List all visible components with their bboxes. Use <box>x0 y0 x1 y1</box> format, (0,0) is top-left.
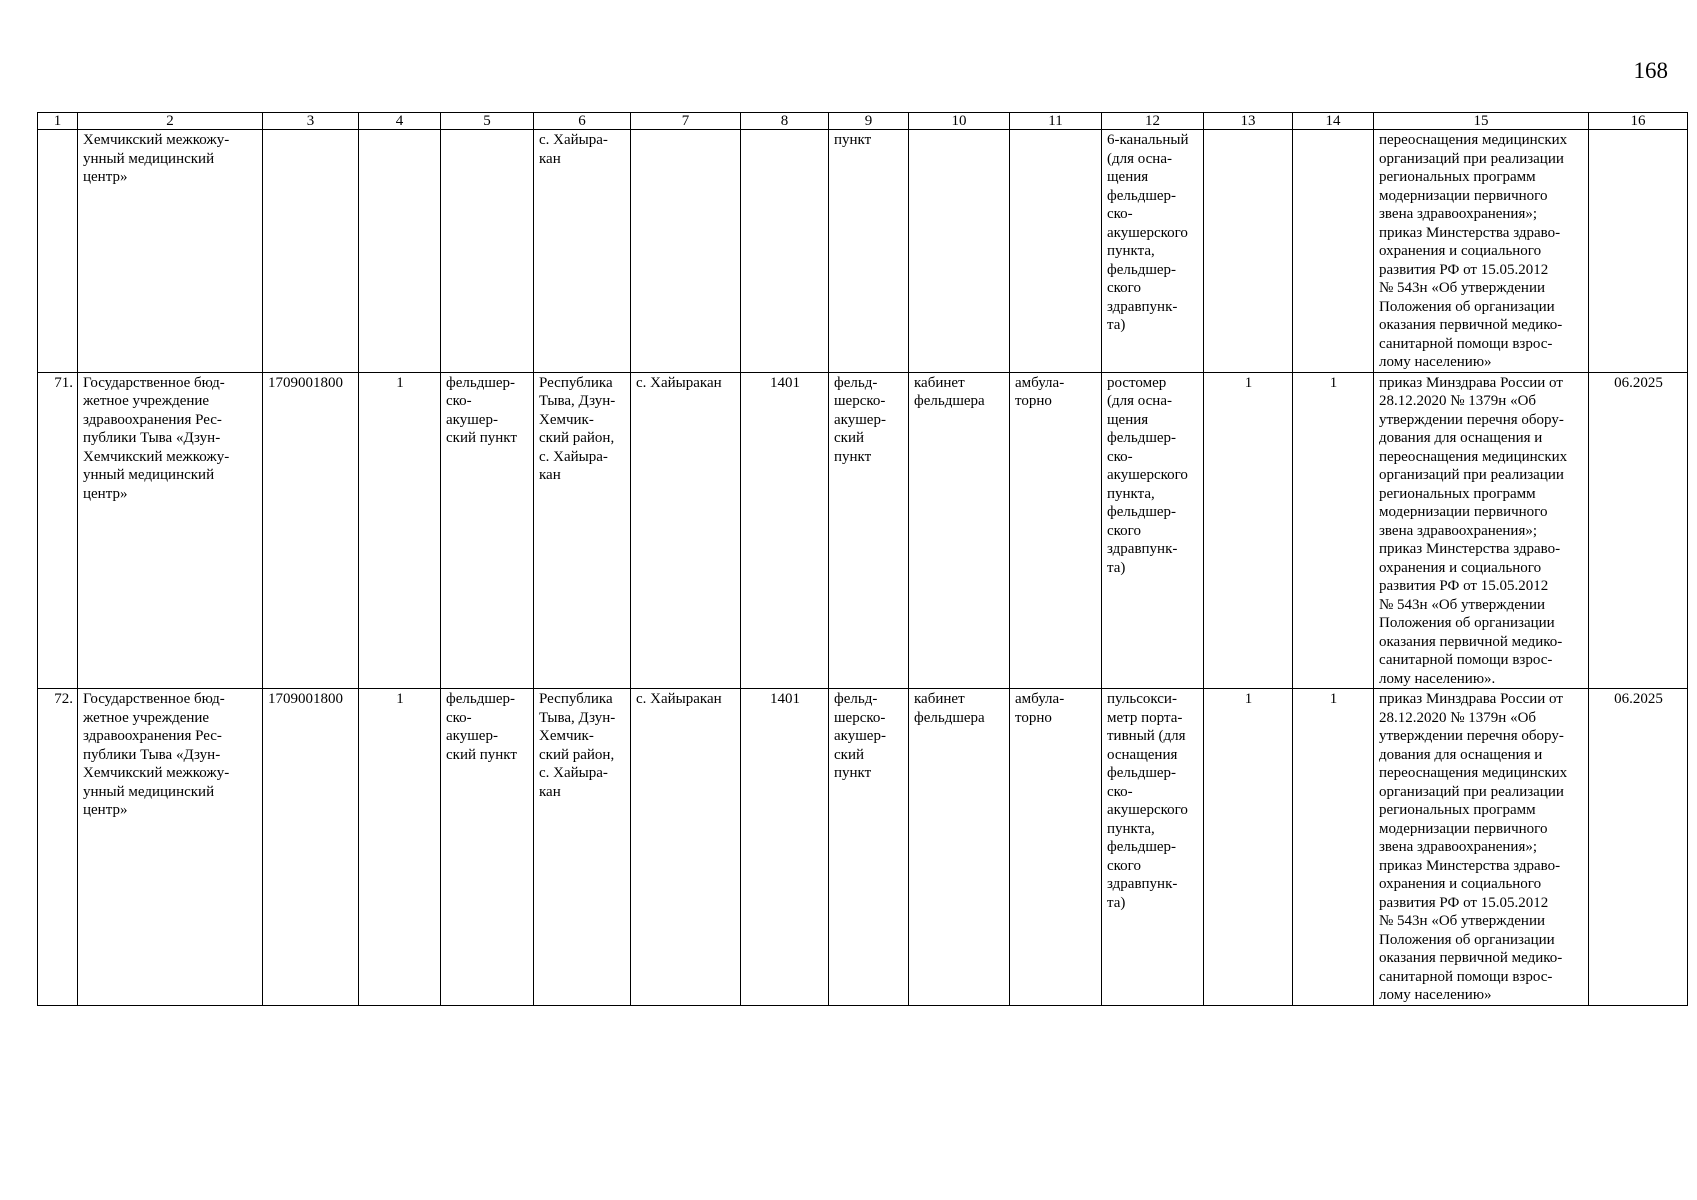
room-cell: кабинет фельдшера <box>909 689 1010 1006</box>
equipment-cell: 6-канальный (для осна- щения фельдшер- ско- акушерского пункта, фельдшер- ского здравпунк- та) <box>1102 130 1204 373</box>
room-cell <box>909 130 1010 373</box>
column-number: 4 <box>359 113 441 130</box>
column-number: 2 <box>78 113 263 130</box>
column-number: 3 <box>263 113 359 130</box>
address-cell: Республика Тыва, Дзун- Хемчик- ский район, с. Хайыра- кан <box>534 372 631 689</box>
count-cell <box>359 130 441 373</box>
care-form-cell: амбула- торно <box>1010 372 1102 689</box>
care-form-cell <box>1010 130 1102 373</box>
address-cell: Республика Тыва, Дзун- Хемчик- ский район, с. Хайыра- кан <box>534 689 631 1006</box>
count-cell: 1 <box>359 689 441 1006</box>
unit-type-cell: фельдшер- ско- акушер- ский пункт <box>441 372 534 689</box>
column-number: 9 <box>829 113 909 130</box>
subdivision-cell: фельд- шерско- акушер- ский пункт <box>829 689 909 1006</box>
column-number: 16 <box>1589 113 1688 130</box>
unit-type-cell <box>441 130 534 373</box>
column-number: 6 <box>534 113 631 130</box>
date-cell: 06.2025 <box>1589 689 1688 1006</box>
equipment-table <box>37 112 1688 1006</box>
column-number: 14 <box>1293 113 1374 130</box>
row-number-cell: 72. <box>38 689 78 1006</box>
column-number: 8 <box>741 113 829 130</box>
care-form-cell: амбула- торно <box>1010 689 1102 1006</box>
column-number: 10 <box>909 113 1010 130</box>
code-1401-cell: 1401 <box>741 689 829 1006</box>
count-cell: 1 <box>359 372 441 689</box>
code-cell: 1709001800 <box>263 372 359 689</box>
column-number: 13 <box>1204 113 1293 130</box>
column-number: 7 <box>631 113 741 130</box>
quantity-cell: 1 <box>1293 689 1374 1006</box>
settlement-cell: с. Хайыракан <box>631 689 741 1006</box>
row-number-cell: 71. <box>38 372 78 689</box>
legal-basis-cell: приказ Минздрава России от 28.12.2020 № 1379н «Об утверждении перечня обору- дования для оснащения и переоснащения медицинских организаций при реализации региональных программ модернизации первичного звена здравоохранения»; приказ Минстерства здраво- охранения и социального развития РФ от 15.05.2012 № 543н «Об утверждении Положения об организации оказания первичной медико- санитарной помощи взрос- лому населению». <box>1374 372 1589 689</box>
table-row <box>38 372 1688 689</box>
code-1401-cell: 1401 <box>741 372 829 689</box>
quantity-cell: 1 <box>1293 372 1374 689</box>
page-number: 168 <box>1633 58 1668 83</box>
room-cell: кабинет фельдшера <box>909 372 1010 689</box>
address-cell: с. Хайыра- кан <box>534 130 631 373</box>
column-number: 5 <box>441 113 534 130</box>
organization-cell: Государственное бюд- жетное учреждение здравоохранения Рес- публики Тыва «Дзун- Хемчикский межкожу- унный медицинский центр» <box>78 689 263 1006</box>
code-cell <box>263 130 359 373</box>
quantity-cell <box>1293 130 1374 373</box>
column-number: 1 <box>38 113 78 130</box>
subdivision-cell: пункт <box>829 130 909 373</box>
date-cell <box>1589 130 1688 373</box>
code-cell: 1709001800 <box>263 689 359 1006</box>
settlement-cell <box>631 130 741 373</box>
settlement-cell: с. Хайыракан <box>631 372 741 689</box>
quantity-cell: 1 <box>1204 372 1293 689</box>
table-row <box>38 689 1688 1006</box>
table-row <box>38 130 1688 373</box>
row-number-cell <box>38 130 78 373</box>
date-cell: 06.2025 <box>1589 372 1688 689</box>
code-1401-cell <box>741 130 829 373</box>
unit-type-cell: фельдшер- ско- акушер- ский пункт <box>441 689 534 1006</box>
legal-basis-cell: переоснащения медицинских организаций при реализации региональных программ модернизации первичного звена здравоохранения»; приказ Минстерства здраво- охранения и социального развития РФ от 15.05.2012 № 543н «Об утверждении Положения об организации оказания первичной медико- санитарной помощи взрос- лому населению» <box>1374 130 1589 373</box>
organization-cell: Хемчикский межкожу- унный медицинский центр» <box>78 130 263 373</box>
equipment-cell: пульсокси- метр порта- тивный (для оснащения фельдшер- ско- акушерского пункта, фельдшер- ского здравпунк- та) <box>1102 689 1204 1006</box>
column-number: 12 <box>1102 113 1204 130</box>
quantity-cell: 1 <box>1204 689 1293 1006</box>
organization-cell: Государственное бюд- жетное учреждение здравоохранения Рес- публики Тыва «Дзун- Хемчикский межкожу- унный медицинский центр» <box>78 372 263 689</box>
legal-basis-cell: приказ Минздрава России от 28.12.2020 № 1379н «Об утверждении перечня обору- дования для оснащения и переоснащения медицинских организаций при реализации региональных программ модернизации первичного звена здравоохранения»; приказ Минстерства здраво- охранения и социального развития РФ от 15.05.2012 № 543н «Об утверждении Положения об организации оказания первичной медико- санитарной помощи взрос- лому населению» <box>1374 689 1589 1006</box>
column-number: 15 <box>1374 113 1589 130</box>
subdivision-cell: фельд- шерско- акушер- ский пункт <box>829 372 909 689</box>
quantity-cell <box>1204 130 1293 373</box>
column-number-row <box>38 113 1688 130</box>
equipment-cell: ростомер (для осна- щения фельдшер- ско- акушерского пункта, фельдшер- ского здравпунк- та) <box>1102 372 1204 689</box>
column-number: 11 <box>1010 113 1102 130</box>
